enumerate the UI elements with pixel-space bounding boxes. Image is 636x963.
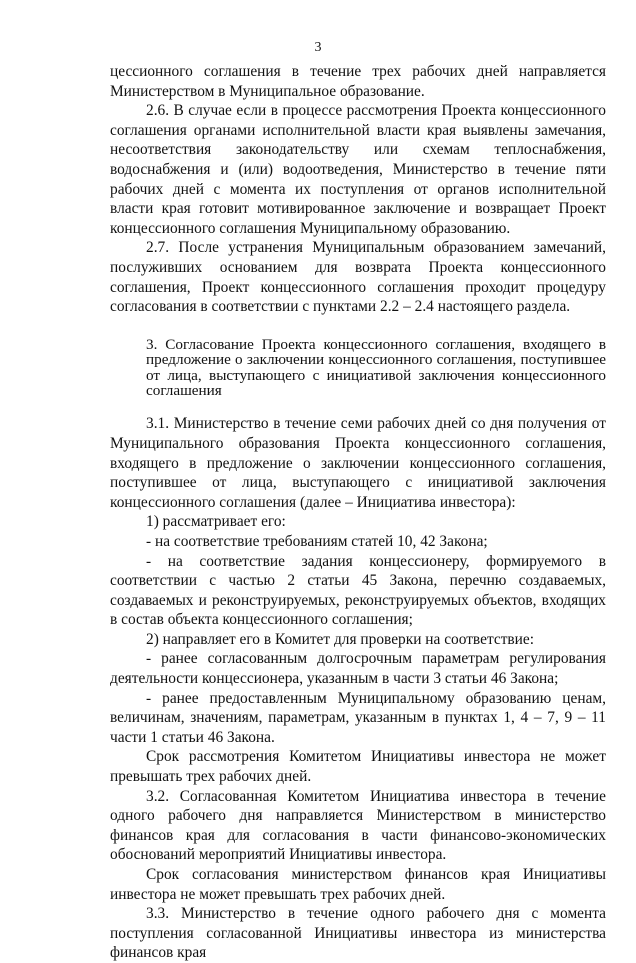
paragraph-3-2: 3.2. Согласованная Комитетом Инициатива инвестора в течение одного рабочего дня направляется Министерством в министерство финансов края для согласования в части финансово-экономических обоснований мероприятий Инициативы инвестора. bbox=[110, 787, 606, 864]
list-item-2: 2) направляет его в Комитет для проверки на соответствие: bbox=[146, 630, 535, 648]
paragraph-deadline-committee: Срок рассмотрения Комитетом Инициативы инвестора не может превышать трех рабочих дней. bbox=[110, 748, 606, 786]
list-item-1: 1) рассматривает его: bbox=[146, 513, 286, 531]
paragraph-3-3: 3.3. Министерство в течение одного рабочего дня с момента поступления согласованной Инициативы инвестора из министерства финансов края bbox=[110, 905, 606, 962]
paragraph-continuation: цессионного соглашения в течение трех рабочих дней направляется Министерством в Муниципальное образование. bbox=[110, 63, 606, 100]
list-subitem: - на соответствие задания концессионеру, формируемого в соответствии с частью 2 статьи 45 Закона, перечню создаваемых, создаваемых и реконструируемых, реконструируемых объектов, входящих в состав объекта концессионного соглашения; bbox=[110, 552, 606, 629]
paragraph-2-6: 2.6. В случае если в процессе рассмотрения Проекта концессионного соглашения органами исполнительной власти края выявлены замечания, несоответствия законодательству или схемам теплоснабжения, водоснабжения и (или) водоотведения, Министерство в течение пяти рабочих дней с момента их поступления от органов исполнительной власти края готовит мотивированное заключение и возвращает Проект концессионного соглашения Муниципальному образованию. bbox=[110, 102, 606, 237]
paragraph-3-1: 3.1. Министерство в течение семи рабочих дней со дня получения от Муниципального образования Проекта концессионного соглашения, входящего в предложение о заключении концессионного соглашения, поступившее от лица, выступающего с инициативой заключения концессионного соглашения (далее – Инициатива инвестора): bbox=[110, 415, 606, 511]
list-subitem: - на соответствие требованиям статей 10, 42 Закона; bbox=[146, 532, 488, 550]
paragraph-2-7: 2.7. После устранения Муниципальным образованием замечаний, послуживших основанием для возврата Проекта концессионного соглашения, Проект концессионного соглашения проходит процедуру согласования в соответствии с пунктами 2.2 – 2.4 настоящего раздела. bbox=[110, 239, 606, 316]
document-body bbox=[110, 62, 606, 963]
list-subitem: - ранее предоставленным Муниципальному образованию ценам, величинам, значениям, параметрам, указанным в пунктах 1, 4 – 7, 9 – 11 части 1 статьи 46 Закона. bbox=[110, 689, 606, 746]
paragraph-deadline-finance: Срок согласования министерством финансов края Инициативы инвестора не может превышать трех рабочих дней. bbox=[110, 866, 606, 903]
list-subitem: - ранее согласованным долгосрочным параметрам регулирования деятельности концессионера, указанным в части 3 статьи 46 Закона; bbox=[110, 650, 606, 688]
section-3-heading: 3. Согласование Проекта концессионного соглашения, входящего в предложение о заключении концессионного соглашения, поступившее от лица, выступающего с инициативой заключения концессионного соглашения bbox=[146, 335, 606, 399]
page-number: 3 bbox=[314, 40, 322, 55]
